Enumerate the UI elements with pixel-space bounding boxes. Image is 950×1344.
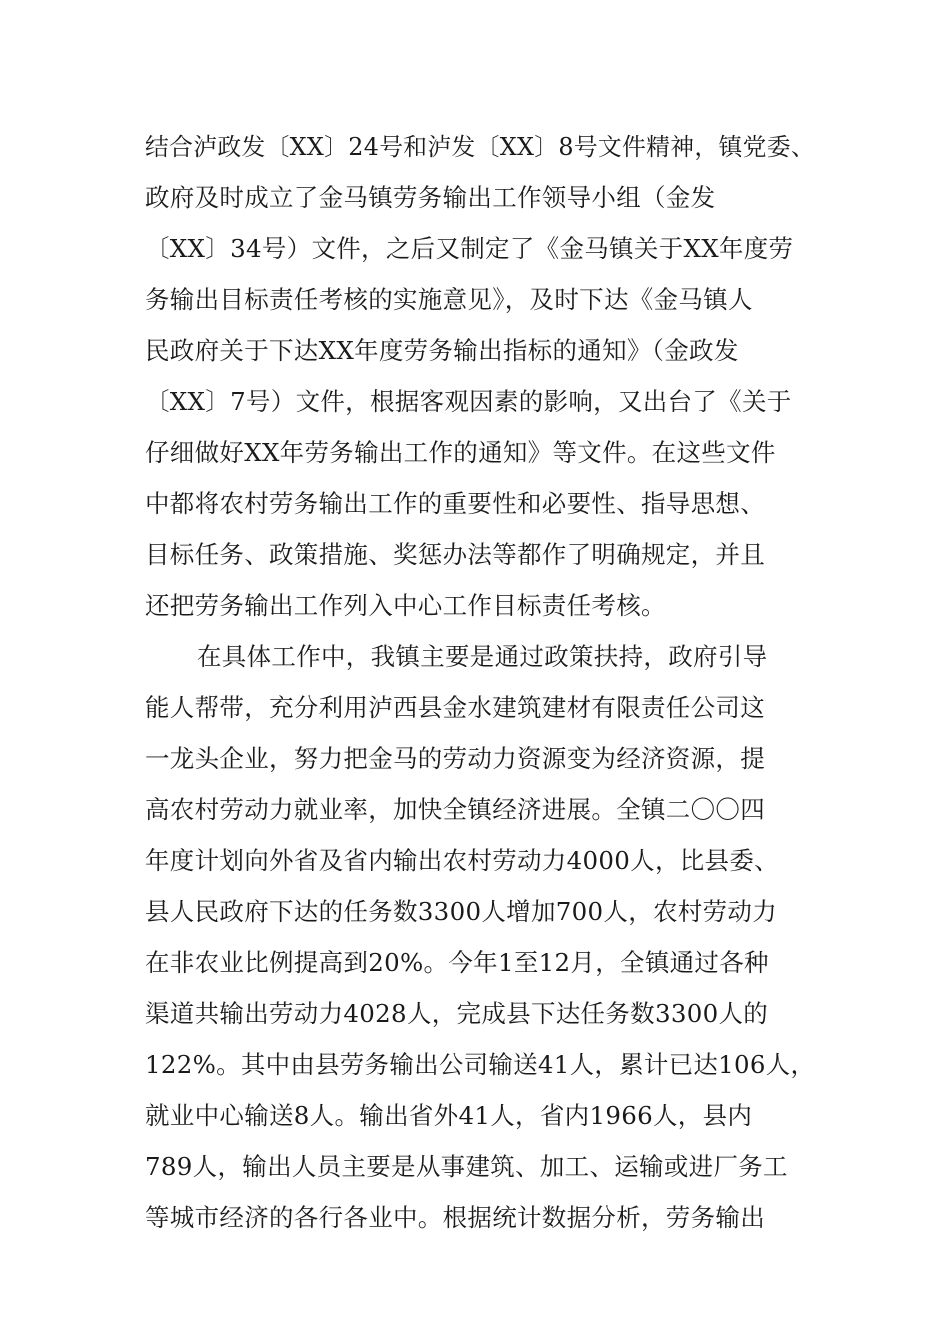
text-line-7: 仔细做好XX年劳务输出工作的通知》等文件。在这些文件: [145, 438, 776, 467]
text-line-1: 结合泸政发〔XX〕24号和泸发〔XX〕8号文件精神，镇党委、: [145, 133, 815, 161]
text-line-8: 中都将农村劳务输出工作的重要性和必要性、指导思想、: [145, 489, 765, 518]
text-line-11: 在具体工作中，我镇主要是通过政策扶持，政府引导: [197, 642, 768, 671]
text-line-17: 在非农业比例提高到20%。今年1至12月，全镇通过各种: [145, 948, 769, 977]
text-line-4: 务输出目标责任考核的实施意见》，及时下达《金马镇人: [145, 285, 753, 314]
text-line-14: 高农村劳动力就业率，加快全镇经济进展。全镇二〇〇四: [145, 795, 765, 824]
text-line-2: 政府及时成立了金马镇劳务输出工作领导小组（金发: [145, 183, 716, 212]
text-line-21: 789人，输出人员主要是从事建筑、加工、运输或进厂务工: [145, 1152, 788, 1181]
text-line-12: 能人帮带，充分利用泸西县金水建筑建材有限责任公司这: [145, 693, 765, 722]
text-line-13: 一龙头企业，努力把金马的劳动力资源变为经济资源，提: [145, 744, 765, 773]
text-line-6: 〔XX〕7号）文件，根据客观因素的影响，又出台了《关于: [145, 387, 792, 416]
text-line-22: 等城市经济的各行各业中。根据统计数据分析，劳务输出: [145, 1203, 765, 1232]
text-line-18: 渠道共输出劳动力4028人，完成县下达任务数3300人的: [145, 999, 769, 1028]
text-line-19: 122%。其中由县劳务输出公司输送41人，累计已达106人，: [145, 1050, 816, 1079]
text-line-9: 目标任务、政策措施、奖惩办法等都作了明确规定，并且: [145, 540, 765, 569]
text-line-15: 年度计划向外省及省内输出农村劳动力4000人，比县委、: [145, 846, 779, 875]
text-line-5: 民政府关于下达XX年度劳务输出指标的通知》（金政发: [145, 336, 739, 365]
text-line-20: 就业中心输送8人。输出省外41人，省内1966人，县内: [145, 1101, 753, 1130]
text-line-16: 县人民政府下达的任务数3300人增加700人，农村劳动力: [145, 897, 778, 926]
text-line-3: 〔XX〕34号）文件，之后又制定了《金马镇关于XX年度劳: [145, 234, 794, 263]
text-line-10: 还把劳务输出工作列入中心工作目标责任考核。: [145, 591, 666, 620]
